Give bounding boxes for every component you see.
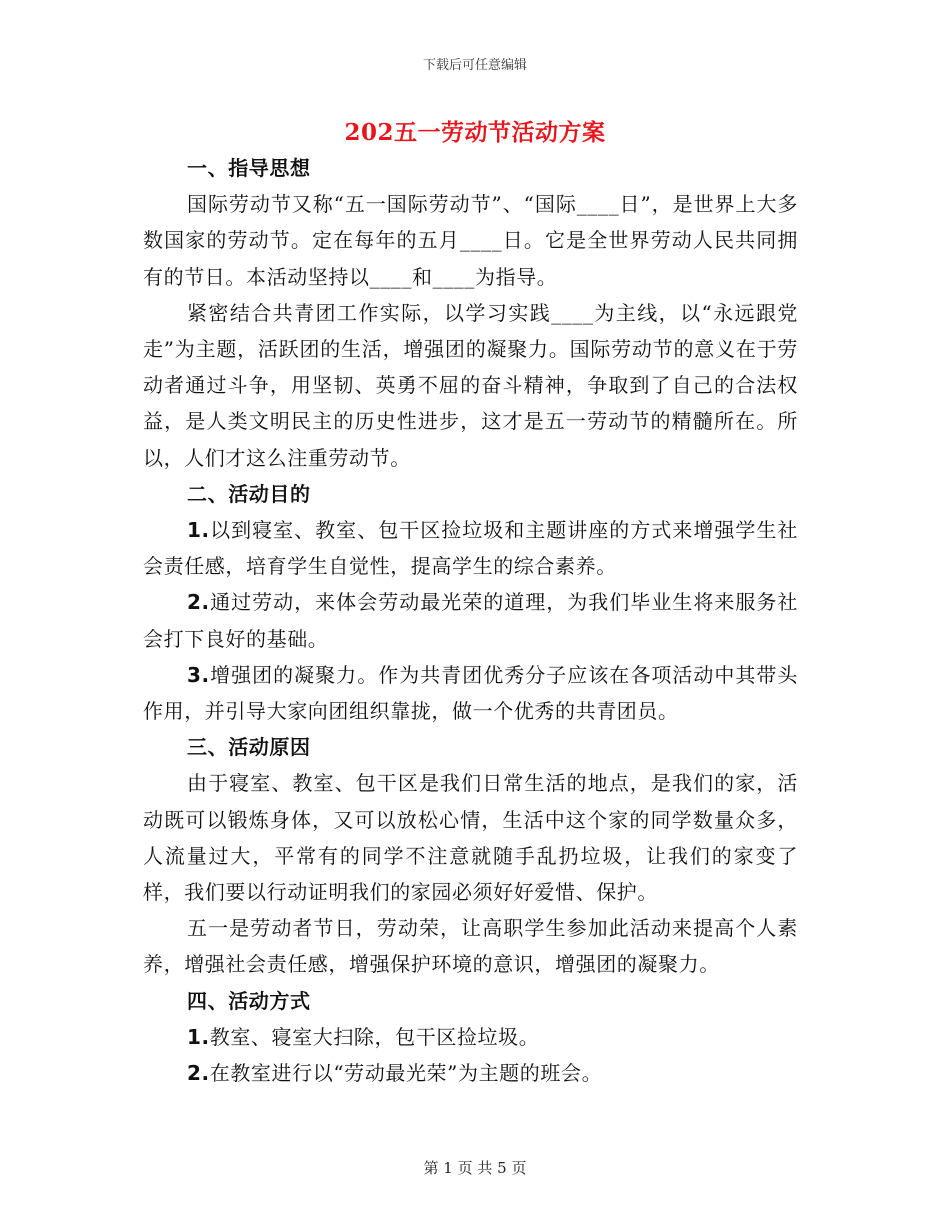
item-text: 教室、寝室大扫除，包干区捡垃圾。 <box>209 1024 540 1049</box>
section-heading-activity-reason: 三、活动原因 <box>187 735 311 760</box>
paragraph: 紧密结合共青团工作实际，以学习实践____为主线，以“永远跟党走”为主题，活跃团的生活，增强团的凝聚力。国际劳动节的意义在于劳动者通过斗争，用坚韧、英勇不屈的奋斗精神，争取到了自己的合法权益，是人类文明民主的历史性进步，这才是五一劳动节的精髓所在。所以，人们才这么注重劳动节。 <box>143 300 798 470</box>
item-number: 1. <box>187 518 210 543</box>
section-heading-activity-method: 四、活动方式 <box>187 988 311 1013</box>
item-number: 1. <box>187 1024 210 1049</box>
section-heading-guiding-ideology: 一、指导思想 <box>187 156 311 180</box>
list-item <box>143 512 798 584</box>
item-number: 2. <box>187 590 210 615</box>
document-title: 202五一劳动节活动方案 <box>344 119 606 146</box>
page-footer: 第 1 页 共 5 页 <box>423 1159 527 1177</box>
item-number: 3. <box>187 662 210 687</box>
list-item <box>143 584 798 656</box>
item-text: 通过劳动，来体会劳动最光荣的道理，为我们毕业生将来服务社会打下良好的基础。 <box>143 590 798 651</box>
list-item <box>143 1055 798 1091</box>
item-text: 在教室进行以“劳动最光荣”为主题的班会。 <box>209 1061 603 1086</box>
section-heading-activity-purpose: 二、活动目的 <box>187 481 311 506</box>
document-body <box>143 150 798 1091</box>
paragraph: 由于寝室、教室、包干区是我们日常生活的地点，是我们的家，活动既可以锻炼身体，又可以放松心情，生活中这个家的同学数量众多，人流量过大，平常有的同学不注意就随手乱扔垃圾，让我们的家变了样，我们要以行动证明我们的家园必须好好爱惜、保护。 <box>143 771 798 905</box>
page-header-note: 下载后可任意编辑 <box>422 58 527 73</box>
item-number: 2. <box>187 1061 210 1086</box>
list-item <box>143 657 798 729</box>
item-text: 增强团的凝聚力。作为共青团优秀分子应该在各项活动中其带头作用，并引导大家向团组织靠拢，做一个优秀的共青团员。 <box>143 662 798 724</box>
paragraph: 国际劳动节又称“五一国际劳动节”、“国际____日”，是世界上大多数国家的劳动节。定在每年的五月____日。它是全世界劳动人民共同拥有的节日。本活动坚持以____和____为指导。 <box>143 192 798 289</box>
list-item <box>143 1019 798 1055</box>
item-text: 以到寝室、教室、包干区捡垃圾和主题讲座的方式来增强学生社会责任感，培育学生自觉性，提高学生的综合素养。 <box>143 518 798 579</box>
paragraph: 五一是劳动者节日，劳动荣，让高职学生参加此活动来提高个人素养，增强社会责任感，增强保护环境的意识，增强团的凝聚力。 <box>143 916 798 977</box>
